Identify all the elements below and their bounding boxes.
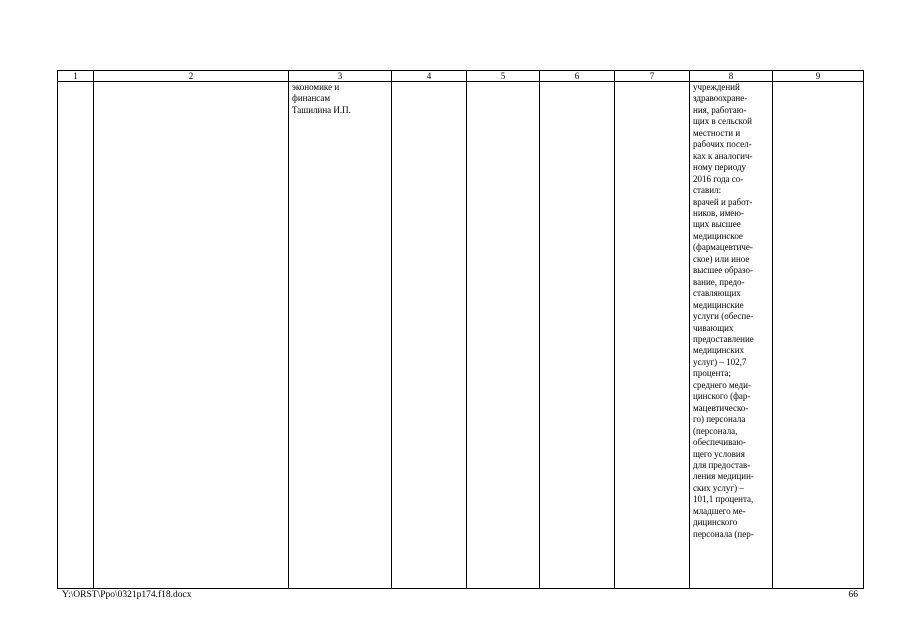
cell-text-line: цинского (фар- xyxy=(693,391,751,402)
column-header-7: 7 xyxy=(615,71,690,82)
cell-text-line: ления медицин- xyxy=(693,471,754,482)
cell-text-line: мацевтическо- xyxy=(693,402,749,413)
cell-text-line: щего условия xyxy=(693,448,745,459)
cell-text-line: щих высшее xyxy=(693,219,741,230)
cell-text-line: (фармацевтиче- xyxy=(693,242,753,253)
cell-text-line: персонала (пер- xyxy=(693,528,754,539)
cell-text-line: ках к аналогич- xyxy=(693,150,753,161)
cell-text-line: дицинского xyxy=(693,517,738,528)
cell-text-line: чивающих xyxy=(693,322,734,333)
cell-text-line: высшее образо- xyxy=(693,265,754,276)
cell-text-line: 101,1 процента, xyxy=(693,494,754,505)
cell-text-line: 2016 года со- xyxy=(693,173,744,184)
cell-text-line: ставляющих xyxy=(693,288,741,299)
page-number: 66 xyxy=(848,590,858,600)
cell-col-9 xyxy=(773,82,864,589)
column-header-3: 3 xyxy=(289,71,392,82)
cell-text-line: щих в сельской xyxy=(693,116,752,127)
cell-text-line: го) персонала xyxy=(693,414,746,425)
cell-text-line: младшего ме- xyxy=(693,505,746,516)
cell-text-line: финансам xyxy=(292,93,331,104)
cell-text-line: экономике и xyxy=(292,82,340,92)
column-header-4: 4 xyxy=(392,71,467,82)
cell-text-line: ских услуг) – xyxy=(693,482,744,493)
cell-text-line: ному периоду xyxy=(693,162,747,173)
column-header-6: 6 xyxy=(540,71,615,82)
cell-text-line: местности и xyxy=(693,127,741,138)
cell-col-1 xyxy=(58,82,94,589)
column-header-1: 1 xyxy=(58,71,94,82)
column-header-2: 2 xyxy=(94,71,289,82)
cell-text-line: услуги (обеспе- xyxy=(693,311,754,322)
cell-text-line: ское) или иное xyxy=(693,253,750,264)
cell-text-line: ников, имею- xyxy=(693,207,745,218)
cell-text-line: медицинских xyxy=(693,345,745,356)
cell-text-line: (персонала, xyxy=(693,425,738,436)
cell-text-line: медицинские xyxy=(693,299,744,310)
cell-col-8 xyxy=(690,82,773,589)
cell-text-line: ставил: xyxy=(693,185,722,196)
cell-text-line: рабочих посел- xyxy=(693,139,752,150)
cell-text-line: услуг) – 102,7 xyxy=(693,356,747,367)
cell-text-line: для предостав- xyxy=(693,459,751,470)
column-header-8: 8 xyxy=(690,71,773,82)
cell-col-2 xyxy=(94,82,289,589)
cell-col-4 xyxy=(392,82,467,589)
file-path: Y:\ORST\Ppo\0321p174.f18.docx xyxy=(62,590,192,600)
cell-col-3 xyxy=(289,82,392,589)
cell-text-line: предоставление xyxy=(693,333,754,344)
cell-text-line: Ташилина И.П. xyxy=(292,104,351,115)
header-row xyxy=(58,71,864,82)
cell-text-line: здравоохране- xyxy=(693,93,748,104)
cell-text-line: медицинское xyxy=(693,230,743,241)
cell-text-line: процента; xyxy=(693,368,731,379)
cell-text-line: вание, предо- xyxy=(693,276,745,287)
column-header-5: 5 xyxy=(467,71,540,82)
cell-text-line: среднего меди- xyxy=(693,379,751,390)
cell-text-line: обеспечиваю- xyxy=(693,437,746,448)
cell-text-line: учреждений xyxy=(693,82,740,92)
cell-col-6 xyxy=(540,82,615,589)
cell-text-line: ния, работаю- xyxy=(693,104,747,115)
data-table xyxy=(57,70,864,589)
table-row xyxy=(58,82,864,589)
cell-text-line: врачей и работ- xyxy=(693,196,753,207)
cell-col-5 xyxy=(467,82,540,589)
column-header-9: 9 xyxy=(773,71,864,82)
cell-col-7 xyxy=(615,82,690,589)
